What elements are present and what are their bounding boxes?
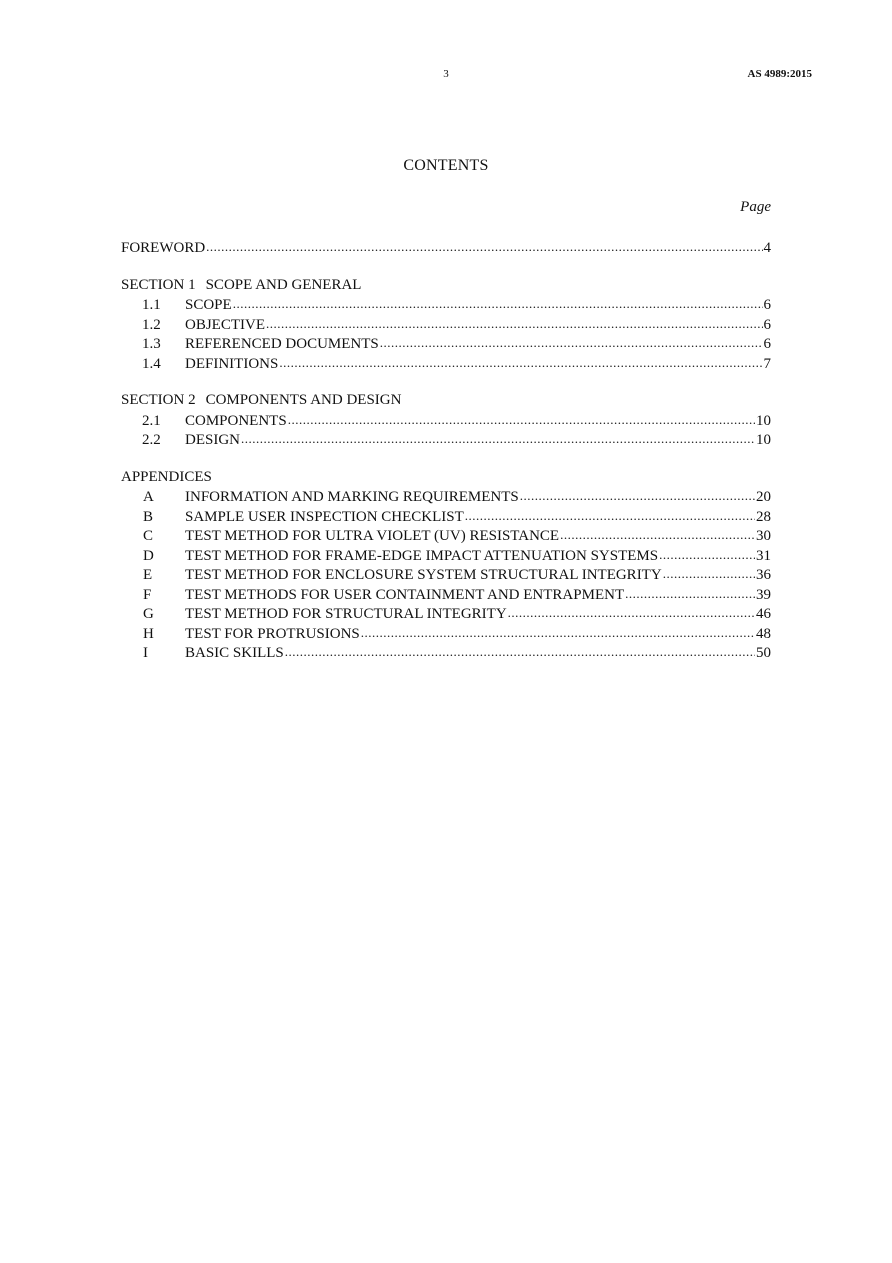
dot-leader [233, 294, 763, 315]
toc-entry-number: F [143, 586, 152, 603]
dot-leader [625, 584, 755, 605]
toc-entry-page: 6 [763, 336, 771, 352]
toc-entry-page: 31 [756, 547, 771, 564]
toc-entry-page: 36 [756, 567, 771, 583]
toc-entry-text: SCOPE [185, 297, 232, 313]
toc-entry-text: SAMPLE USER INSPECTION CHECKLIST [185, 508, 464, 525]
toc-entry-appendix[interactable] [121, 624, 771, 644]
section-label: SECTION 1 [121, 276, 196, 293]
toc-entry-text: TEST METHOD FOR ENCLOSURE SYSTEM STRUCTURAL INTEGRITY [185, 567, 662, 583]
section-heading [121, 276, 771, 296]
toc-entry-number: 1.3 [142, 336, 161, 352]
toc-entry-text: OBJECTIVE [185, 316, 265, 333]
dot-leader [520, 486, 755, 507]
toc-entry-foreword[interactable] [121, 238, 771, 258]
toc-entry-page: 50 [756, 645, 771, 661]
section-label: SECTION 2 [121, 392, 196, 408]
toc-entry-text: INFORMATION AND MARKING REQUIREMENTS [185, 489, 519, 505]
toc-entry-page: 20 [756, 489, 771, 505]
toc-entry-text: TEST METHOD FOR FRAME-EDGE IMPACT ATTENUATION SYSTEMS [185, 547, 659, 564]
section-heading [121, 391, 771, 411]
toc-entry-number: B [143, 508, 154, 525]
toc-entry-appendix[interactable] [121, 526, 771, 546]
toc-group-appendices [121, 468, 771, 663]
dot-leader [465, 506, 755, 527]
toc-entry-page: 10 [756, 432, 771, 448]
appendices-heading: APPENDICES [121, 468, 212, 485]
toc-group-section-1 [121, 276, 771, 374]
toc-entry-number: 1.2 [142, 316, 161, 333]
toc-entry[interactable] [121, 354, 771, 374]
dot-leader [663, 564, 755, 585]
dot-leader [380, 333, 763, 354]
toc-entry-page: 7 [763, 355, 771, 372]
toc-entry-number: C [143, 528, 154, 544]
toc-entry-text: FOREWORD [121, 240, 206, 256]
contents-title: CONTENTS [403, 157, 489, 174]
toc-entry-number: 1.4 [142, 355, 161, 372]
toc-entry-page: 46 [756, 606, 771, 622]
section-title: COMPONENTS AND DESIGN [205, 392, 402, 408]
dot-leader [508, 603, 755, 624]
dot-leader [288, 410, 755, 431]
toc-entry-page: 39 [756, 586, 771, 603]
toc-entry-page: 6 [763, 316, 771, 333]
toc-entry-number: H [143, 625, 154, 642]
toc-entry-appendix[interactable] [121, 507, 771, 527]
toc-entry-text: COMPONENTS [185, 412, 287, 429]
toc-entry-page: 28 [756, 508, 771, 525]
toc-group-section-2 [121, 391, 771, 450]
document-id: AS 4989:2015 [747, 68, 812, 80]
toc-entry[interactable] [121, 430, 771, 450]
toc-entry-page: 10 [756, 412, 771, 429]
toc-entry-text: REFERENCED DOCUMENTS [185, 336, 379, 352]
toc-entry-page: 48 [756, 625, 771, 642]
toc-entry-appendix[interactable] [121, 643, 771, 663]
toc-entry-number: D [143, 547, 154, 564]
toc-entry-number: I [143, 645, 148, 661]
page-column-label: Page [740, 199, 771, 215]
toc-entry-appendix[interactable] [121, 604, 771, 624]
dot-leader [206, 237, 762, 258]
toc-entry-text: TEST METHODS FOR USER CONTAINMENT AND ENTRAPMENT [185, 586, 625, 603]
toc-entry[interactable] [121, 315, 771, 335]
dot-leader [560, 525, 755, 546]
section-title: SCOPE AND GENERAL [205, 276, 362, 293]
toc-entry-text: DESIGN [185, 432, 240, 448]
dot-leader [285, 642, 755, 663]
toc-group-foreword [121, 238, 771, 258]
dot-leader [361, 623, 755, 644]
toc-entry-appendix[interactable] [121, 487, 771, 507]
dot-leader [241, 429, 755, 450]
page-number: 3 [443, 68, 449, 80]
toc-entry[interactable] [121, 334, 771, 354]
toc-entry-appendix[interactable] [121, 546, 771, 566]
toc-entry-number: A [143, 489, 154, 505]
toc-entry-page: 30 [756, 528, 771, 544]
toc-entry-text: DEFINITIONS [185, 355, 279, 372]
toc-entry-text: TEST METHOD FOR ULTRA VIOLET (UV) RESISTANCE [185, 528, 560, 544]
toc-entry-appendix[interactable] [121, 565, 771, 585]
toc-entry[interactable] [121, 295, 771, 315]
toc-entry-page: 4 [763, 240, 771, 256]
toc-entry-text: TEST METHOD FOR STRUCTURAL INTEGRITY [185, 606, 507, 622]
table-of-contents [121, 238, 771, 681]
toc-entry-text: TEST FOR PROTRUSIONS [185, 625, 360, 642]
dot-leader [659, 545, 755, 566]
toc-entry-number: 1.1 [142, 297, 161, 313]
toc-entry-page: 6 [763, 297, 771, 313]
toc-entry-number: G [143, 606, 154, 622]
dot-leader [266, 314, 763, 335]
toc-entry-number: 2.2 [142, 432, 161, 448]
toc-entry[interactable] [121, 411, 771, 431]
toc-entry-number: 2.1 [142, 412, 161, 429]
dot-leader [279, 353, 762, 374]
toc-entry-number: E [143, 567, 153, 583]
toc-entry-text: BASIC SKILLS [185, 645, 284, 661]
toc-entry-appendix[interactable] [121, 585, 771, 605]
